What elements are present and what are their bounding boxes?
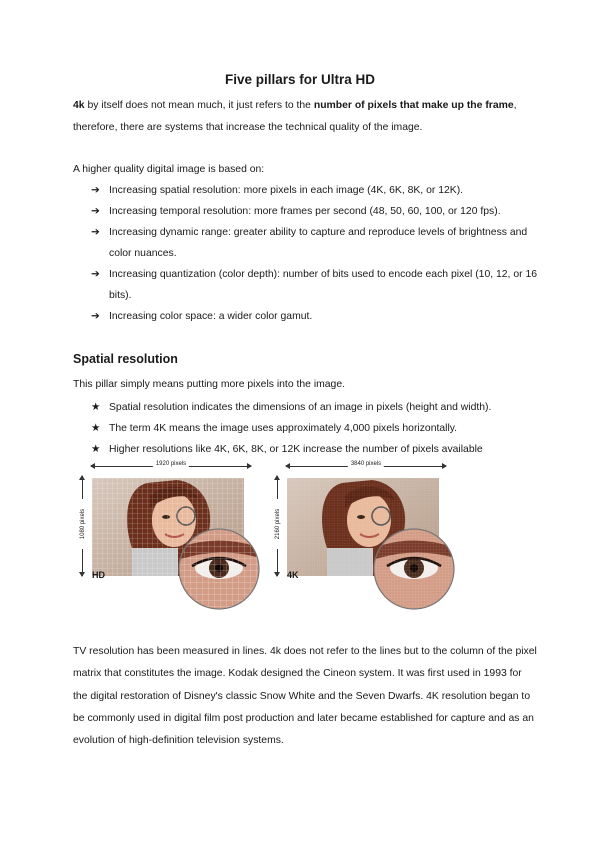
uhd-resolution-label: 4K xyxy=(287,570,299,580)
uhd-zoom-circle xyxy=(373,528,455,610)
arrow-icon: ➔ xyxy=(91,205,100,217)
hd-width-dimension xyxy=(91,462,251,472)
list-item: ➔ Increasing spatial resolution: more pixels in each image (4K, 6K, 8K, or 12K). xyxy=(91,180,539,201)
list-item: ➔ Increasing color space: a wider color gamut. xyxy=(91,306,539,327)
uhd-panel xyxy=(273,460,448,610)
hd-resolution-label: HD xyxy=(92,570,105,580)
resolution-comparison-figure xyxy=(78,460,448,610)
arrow-icon: ➔ xyxy=(91,184,100,196)
star-icon: ★ xyxy=(91,422,101,434)
list-item: ★ Spatial resolution indicates the dimensions of an image in pixels (height and width). xyxy=(91,397,539,418)
spatial-points-list xyxy=(91,397,539,460)
arrow-icon: ➔ xyxy=(91,268,100,280)
list-item: ★ Higher resolutions like 4K, 6K, 8K, or 12K increase the number of pixels available xyxy=(91,439,539,460)
hd-width-label: 1920 pixels xyxy=(153,461,189,467)
based-on-text: A higher quality digital image is based on: xyxy=(73,164,265,175)
intro-bold-4k: 4k xyxy=(73,100,85,111)
uhd-height-label: 2160 pixels xyxy=(275,499,281,549)
star-icon: ★ xyxy=(91,401,101,413)
list-item: ➔ Increasing quantization (color depth): number of bits used to encode each pixel (10, 12, or 16 bits). xyxy=(91,264,539,306)
section-heading-spatial: Spatial resolution xyxy=(73,352,178,366)
hd-zoom-circle xyxy=(178,528,260,610)
uhd-width-dimension xyxy=(286,462,446,472)
intro-bold-pixels: number of pixels that make up the frame xyxy=(313,100,514,111)
page-title: Five pillars for Ultra HD xyxy=(224,72,376,87)
pillars-list xyxy=(91,180,539,327)
spatial-intro-text: This pillar simply means putting more pixels into the image. xyxy=(73,379,346,390)
tv-resolution-paragraph: TV resolution has been measured in lines. 4k does not refer to the lines but to the column of the pixel matrix that constitutes the image. Kodak designed the Cineon system. It was first used in 1993 for the digital restoration of Disney's classic Snow White and the Seven Dwarfs. 4K resolution began to be commonly used in digital film post production and later became established for capture and as an evolution of high-definition television systems. xyxy=(73,646,537,747)
uhd-width-label: 3840 pixels xyxy=(348,461,384,467)
arrow-icon: ➔ xyxy=(91,226,100,238)
intro-paragraph xyxy=(73,95,533,139)
hd-height-label: 1080 pixels xyxy=(80,499,86,549)
star-icon: ★ xyxy=(91,443,101,455)
hd-panel xyxy=(78,460,253,610)
list-item: ★ The term 4K means the image uses approximately 4,000 pixels horizontally. xyxy=(91,418,539,439)
intro-text-2: , therefore, there are systems that increase the technical quality of the image. xyxy=(73,100,517,133)
uhd-height-dimension xyxy=(273,476,283,576)
hd-height-dimension xyxy=(78,476,88,576)
arrow-icon: ➔ xyxy=(91,310,100,322)
list-item: ➔ Increasing temporal resolution: more frames per second (48, 50, 60, 100, or 120 fps). xyxy=(91,201,539,222)
list-item: ➔ Increasing dynamic range: greater ability to capture and reproduce levels of brightness and color nuances. xyxy=(91,222,539,264)
intro-text-1: by itself does not mean much, it just refers to the xyxy=(84,100,314,111)
